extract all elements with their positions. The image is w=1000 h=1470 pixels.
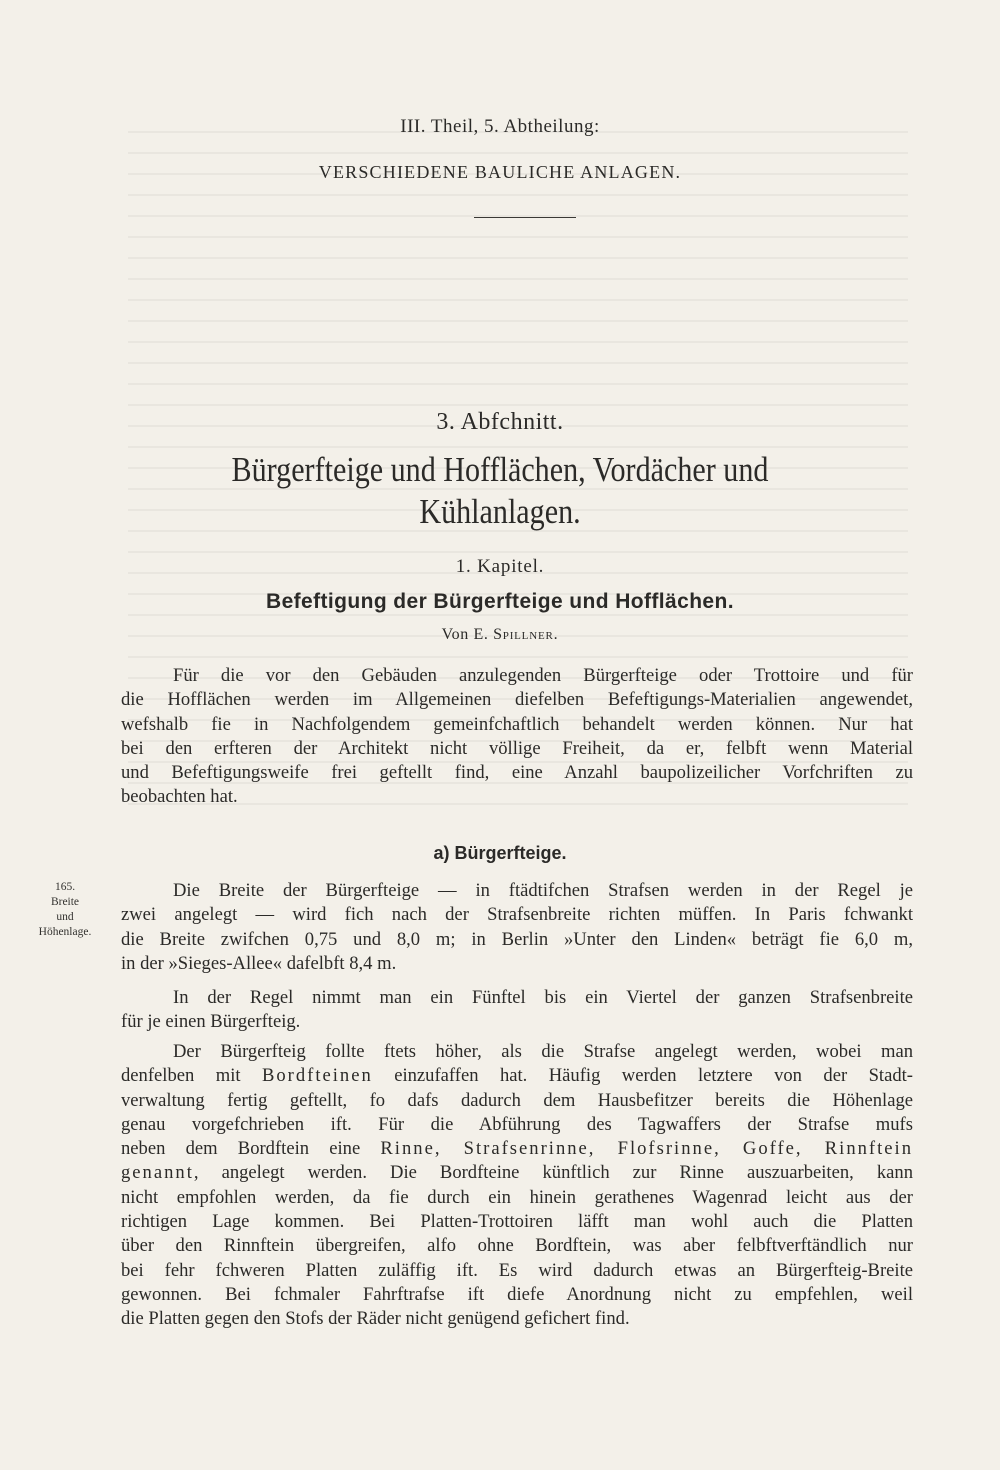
chapter-label: 1. Kapitel. [455,556,545,577]
text-line: über den Rinnftein übergreifen, alfo ohne Bordftein, was aber felbftverftändlich nur [121,1235,913,1257]
emphasis-term: Rinne, Strafsenrinne, Flofsrinne, Goffe, Rinnftein [380,1138,914,1160]
intro-paragraph [121,664,913,810]
text-line: richtigen Lage kommen. Bei Platten-Trottoiren läfft man wohl auch die Platten [121,1211,913,1233]
margin-note-number: 165. [54,881,76,893]
text-line: Die Breite der Bürgerfteige — in ftädtifchen Strafsen werden in der Regel je [173,880,913,901]
text-run: , angelegt werden. Die Bordfteine künftlich zur Rinne auszuarbeiten, kann [193,1162,913,1184]
paragraph-bordsteine [121,1040,913,1332]
text-run: denfelben mit [121,1065,262,1087]
text-line: Der Bürgerfteig follte ftets höher, als die Strafse angelegt werden, wobei man [173,1041,913,1062]
text-line: und Befeftigungsweife frei geftellt find, eine Anzahl baupolizeilicher Vorfchriften zu [121,762,913,784]
text-line: beobachten hat. [121,786,238,808]
text-line: wefshalb fie in Nachfolgendem gemeinfchaftlich behandelt werden können. Nur hat [121,713,913,735]
part-title: VERSCHIEDENE BAULICHE ANLAGEN. [318,162,682,182]
text-run: einzufaffen hat. Häufig werden letztere von der Stadt- [372,1065,913,1087]
series-heading: III. Theil, 5. Abtheilung: [400,116,600,137]
emphasis-term: Bordfteinen [261,1065,373,1087]
section-label: 3. Abfchnitt. [436,409,564,435]
text-line: bei fehr fchweren Platten zuläffig ift. Es wird dadurch etwas an Bürgerfteig-Breite [121,1259,913,1281]
header-rule [474,217,576,218]
margin-note-line: und [56,911,74,923]
emphasis-term: genannt [121,1162,194,1184]
text-line: die Breite zwifchen 0,75 und 8,0 m; in Berlin »Unter den Linden« beträgt fie 6,0 m, [121,928,913,950]
text-line: die Hofflächen werden im Allgemeinen diefelben Befeftigungs-Materialien angewendet, [121,689,913,711]
section-title-line-2: Kühlanlagen. [419,492,581,531]
author-prefix: Von E. [441,626,489,643]
text-line: in der »Sieges-Allee« dafelbft 8,4 m. [121,952,397,974]
margin-note-line: Breite [50,896,80,908]
text-line [121,1161,913,1185]
subsection-heading: a) Bürgerfteige. [433,843,567,863]
author-name: Spillner. [493,626,559,643]
text-line: nicht empfohlen werden, da fie durch ein hinein gerathenes Wagenrad leicht aus der [121,1186,913,1208]
chapter-title: Befeftigung der Bürgerfteige und Hofflächen. [266,590,734,613]
margin-note-line: Höhenlage. [38,926,92,938]
text-line: Für die vor den Gebäuden anzulegenden Bürgerfteige oder Trottoire und für [173,665,913,686]
text-run: neben dem Bordftein eine [121,1138,381,1160]
text-line: gewonnen. Bei fchmaler Fahrftrafse ift diefe Anordnung nicht zu empfehlen, weil [121,1283,913,1305]
paragraph-breite [121,879,913,976]
paragraph-fuenftel [121,986,913,1035]
text-line: genau vorgefchrieben ift. Für die Abführung des Tagwaffers der Strafse mufs [121,1113,913,1135]
text-line: für je einen Bürgerfteig. [121,1011,301,1033]
text-line: bei den erfteren der Architekt nicht völlige Freiheit, da er, felbft wenn Material [121,737,913,759]
text-line [121,1064,913,1088]
text-line: verwaltung fertig geftellt, fo dafs dadurch dem Hausbefitzer bereits die Höhenlage [121,1089,913,1111]
text-line [121,1137,913,1161]
margin-note [30,880,100,940]
text-line: die Platten gegen den Stofs der Räder nicht genügend gefichert find. [121,1308,630,1330]
text-line: zwei angelegt — wird fich nach der Strafsenbreite richten müffen. In Paris fchwankt [121,904,913,926]
section-title-line-1: Bürgerfteige und Hofflächen, Vordächer und [231,450,769,489]
author-line [0,626,1000,644]
text-line: In der Regel nimmt man ein Fünftel bis ein Viertel der ganzen Strafsenbreite [173,987,913,1008]
